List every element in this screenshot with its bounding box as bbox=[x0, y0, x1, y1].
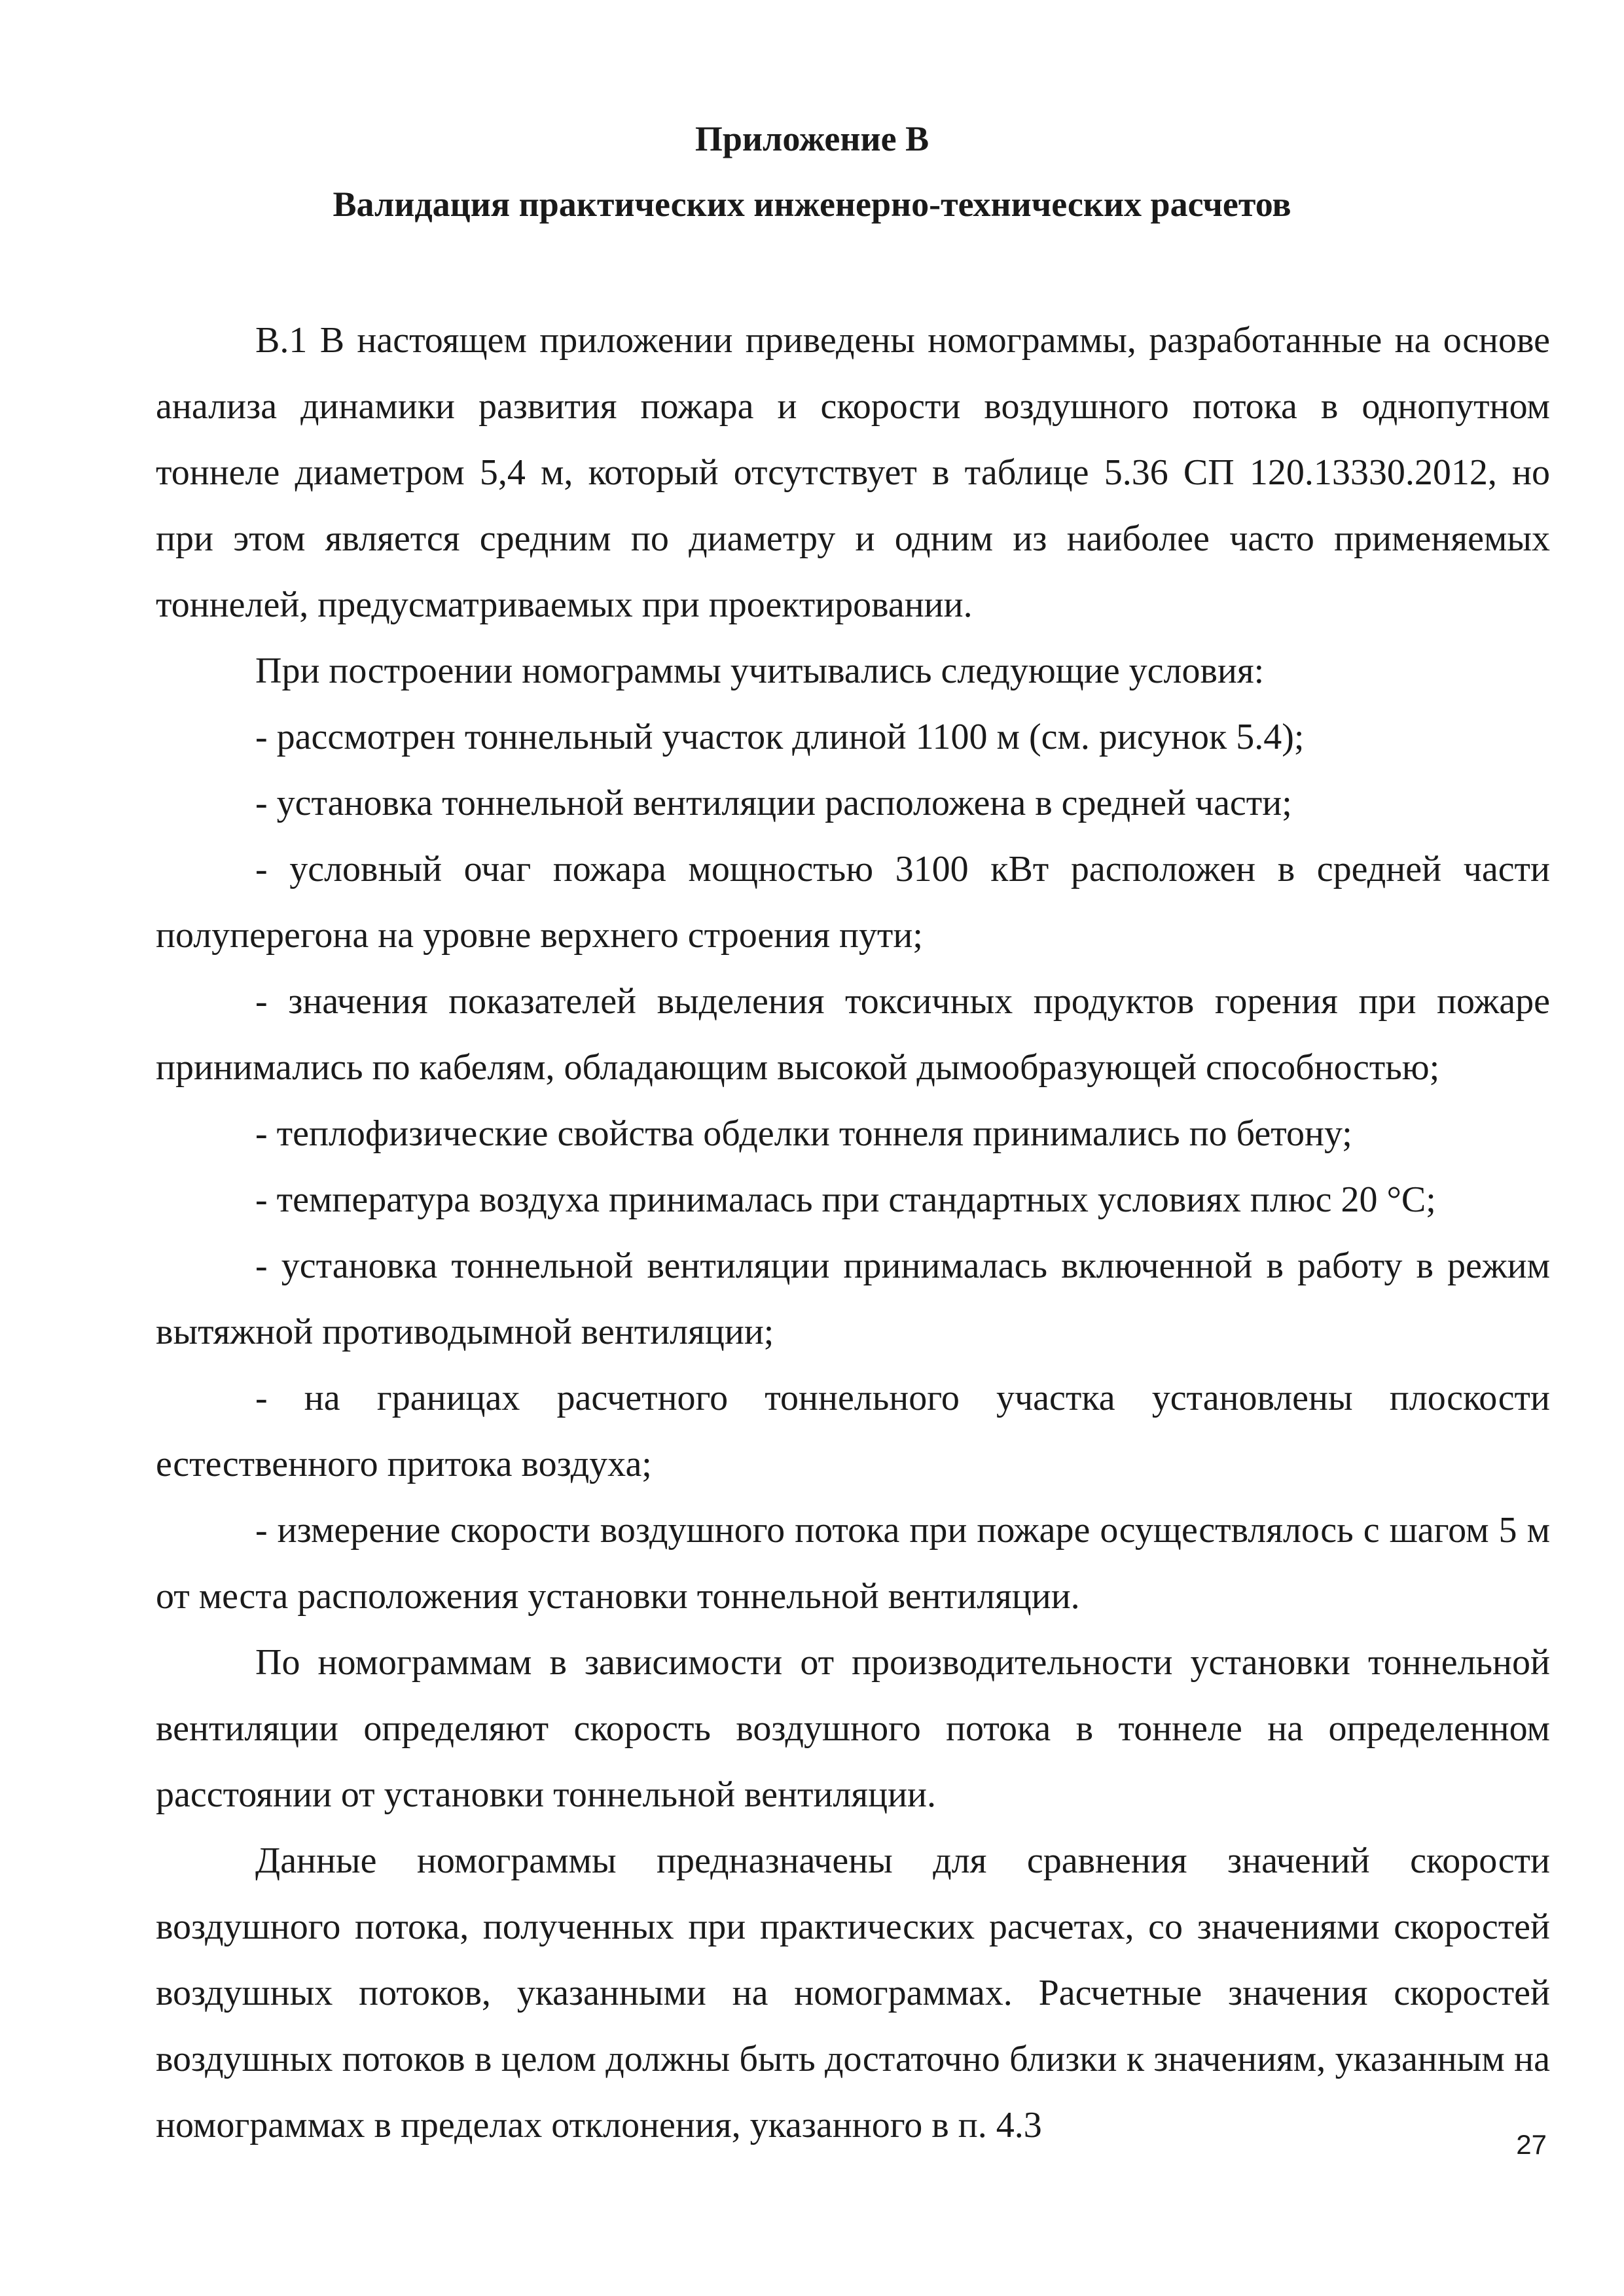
list-item-lining-properties: - теплофизические свойства обделки тоннеля принимались по бетону; bbox=[255, 1113, 1352, 1154]
list-item-air-temperature: - температура воздуха принималась при стандартных условиях плюс 20 °С; bbox=[255, 1179, 1436, 1220]
paragraph-nomogram-purpose: Данные номограммы предназначены для сравнения значений скорости воздушного потока, полученных при практических расчетах, со значениями скоростей воздушных потоков, указанными на номограммах. Расчетные значения скоростей воздушных потоков в целом должны быть достаточно близки к значениям, указанным на номограммах в пределах отклонения, указанного в п. 4.3 bbox=[156, 1840, 1550, 2145]
list-item-toxic-products: - значения показателей выделения токсичных продуктов горения при пожаре принимались по кабелям, обладающим высокой дымообразующей способностью; bbox=[156, 981, 1550, 1088]
appendix-heading: Приложение В bbox=[695, 119, 929, 158]
list-item-measurement-step: - измерение скорости воздушного потока при пожаре осуществлялось с шагом 5 м от места расположения установки тоннельной вентиляции. bbox=[156, 1510, 1550, 1617]
appendix-title: Валидация практических инженерно-технических расчетов bbox=[333, 185, 1291, 224]
page-number: 27 bbox=[1516, 2129, 1547, 2160]
list-item-ventilation-mode: - установка тоннельной вентиляции принималась включенной в работу в режим вытяжной противодымной вентиляции; bbox=[156, 1246, 1550, 1352]
body-text bbox=[156, 308, 1550, 2159]
list-item-section-length: - рассмотрен тоннельный участок длиной 1100 м (см. рисунок 5.4); bbox=[255, 717, 1305, 757]
paragraph-conditions-lead: При построении номограммы учитывались следующие условия: bbox=[255, 651, 1265, 691]
paragraph-intro: В.1 В настоящем приложении приведены номограммы, разработанные на основе анализа динамики развития пожара и скорости воздушного потока в однопутном тоннеле диаметром 5,4 м, который отсутствует в таблице 5.36 СП 120.13330.2012, но при этом является средним по диаметру и одним из наиболее часто применяемых тоннелей, предусматриваемых при проектировании. bbox=[156, 320, 1550, 625]
paragraph-nomogram-usage: По номограммам в зависимости от производительности установки тоннельной вентиляции определяют скорость воздушного потока в тоннеле на определенном расстоянии от установки тоннельной вентиляции. bbox=[156, 1642, 1550, 1815]
list-item-ventilation-location: - установка тоннельной вентиляции расположена в средней части; bbox=[255, 783, 1292, 823]
list-item-fire-source: - условный очаг пожара мощностью 3100 кВт расположен в средней части полуперегона на уровне верхнего строения пути; bbox=[156, 849, 1550, 956]
list-item-boundary-inflow: - на границах расчетного тоннельного участка установлены плоскости естественного притока воздуха; bbox=[156, 1378, 1550, 1484]
